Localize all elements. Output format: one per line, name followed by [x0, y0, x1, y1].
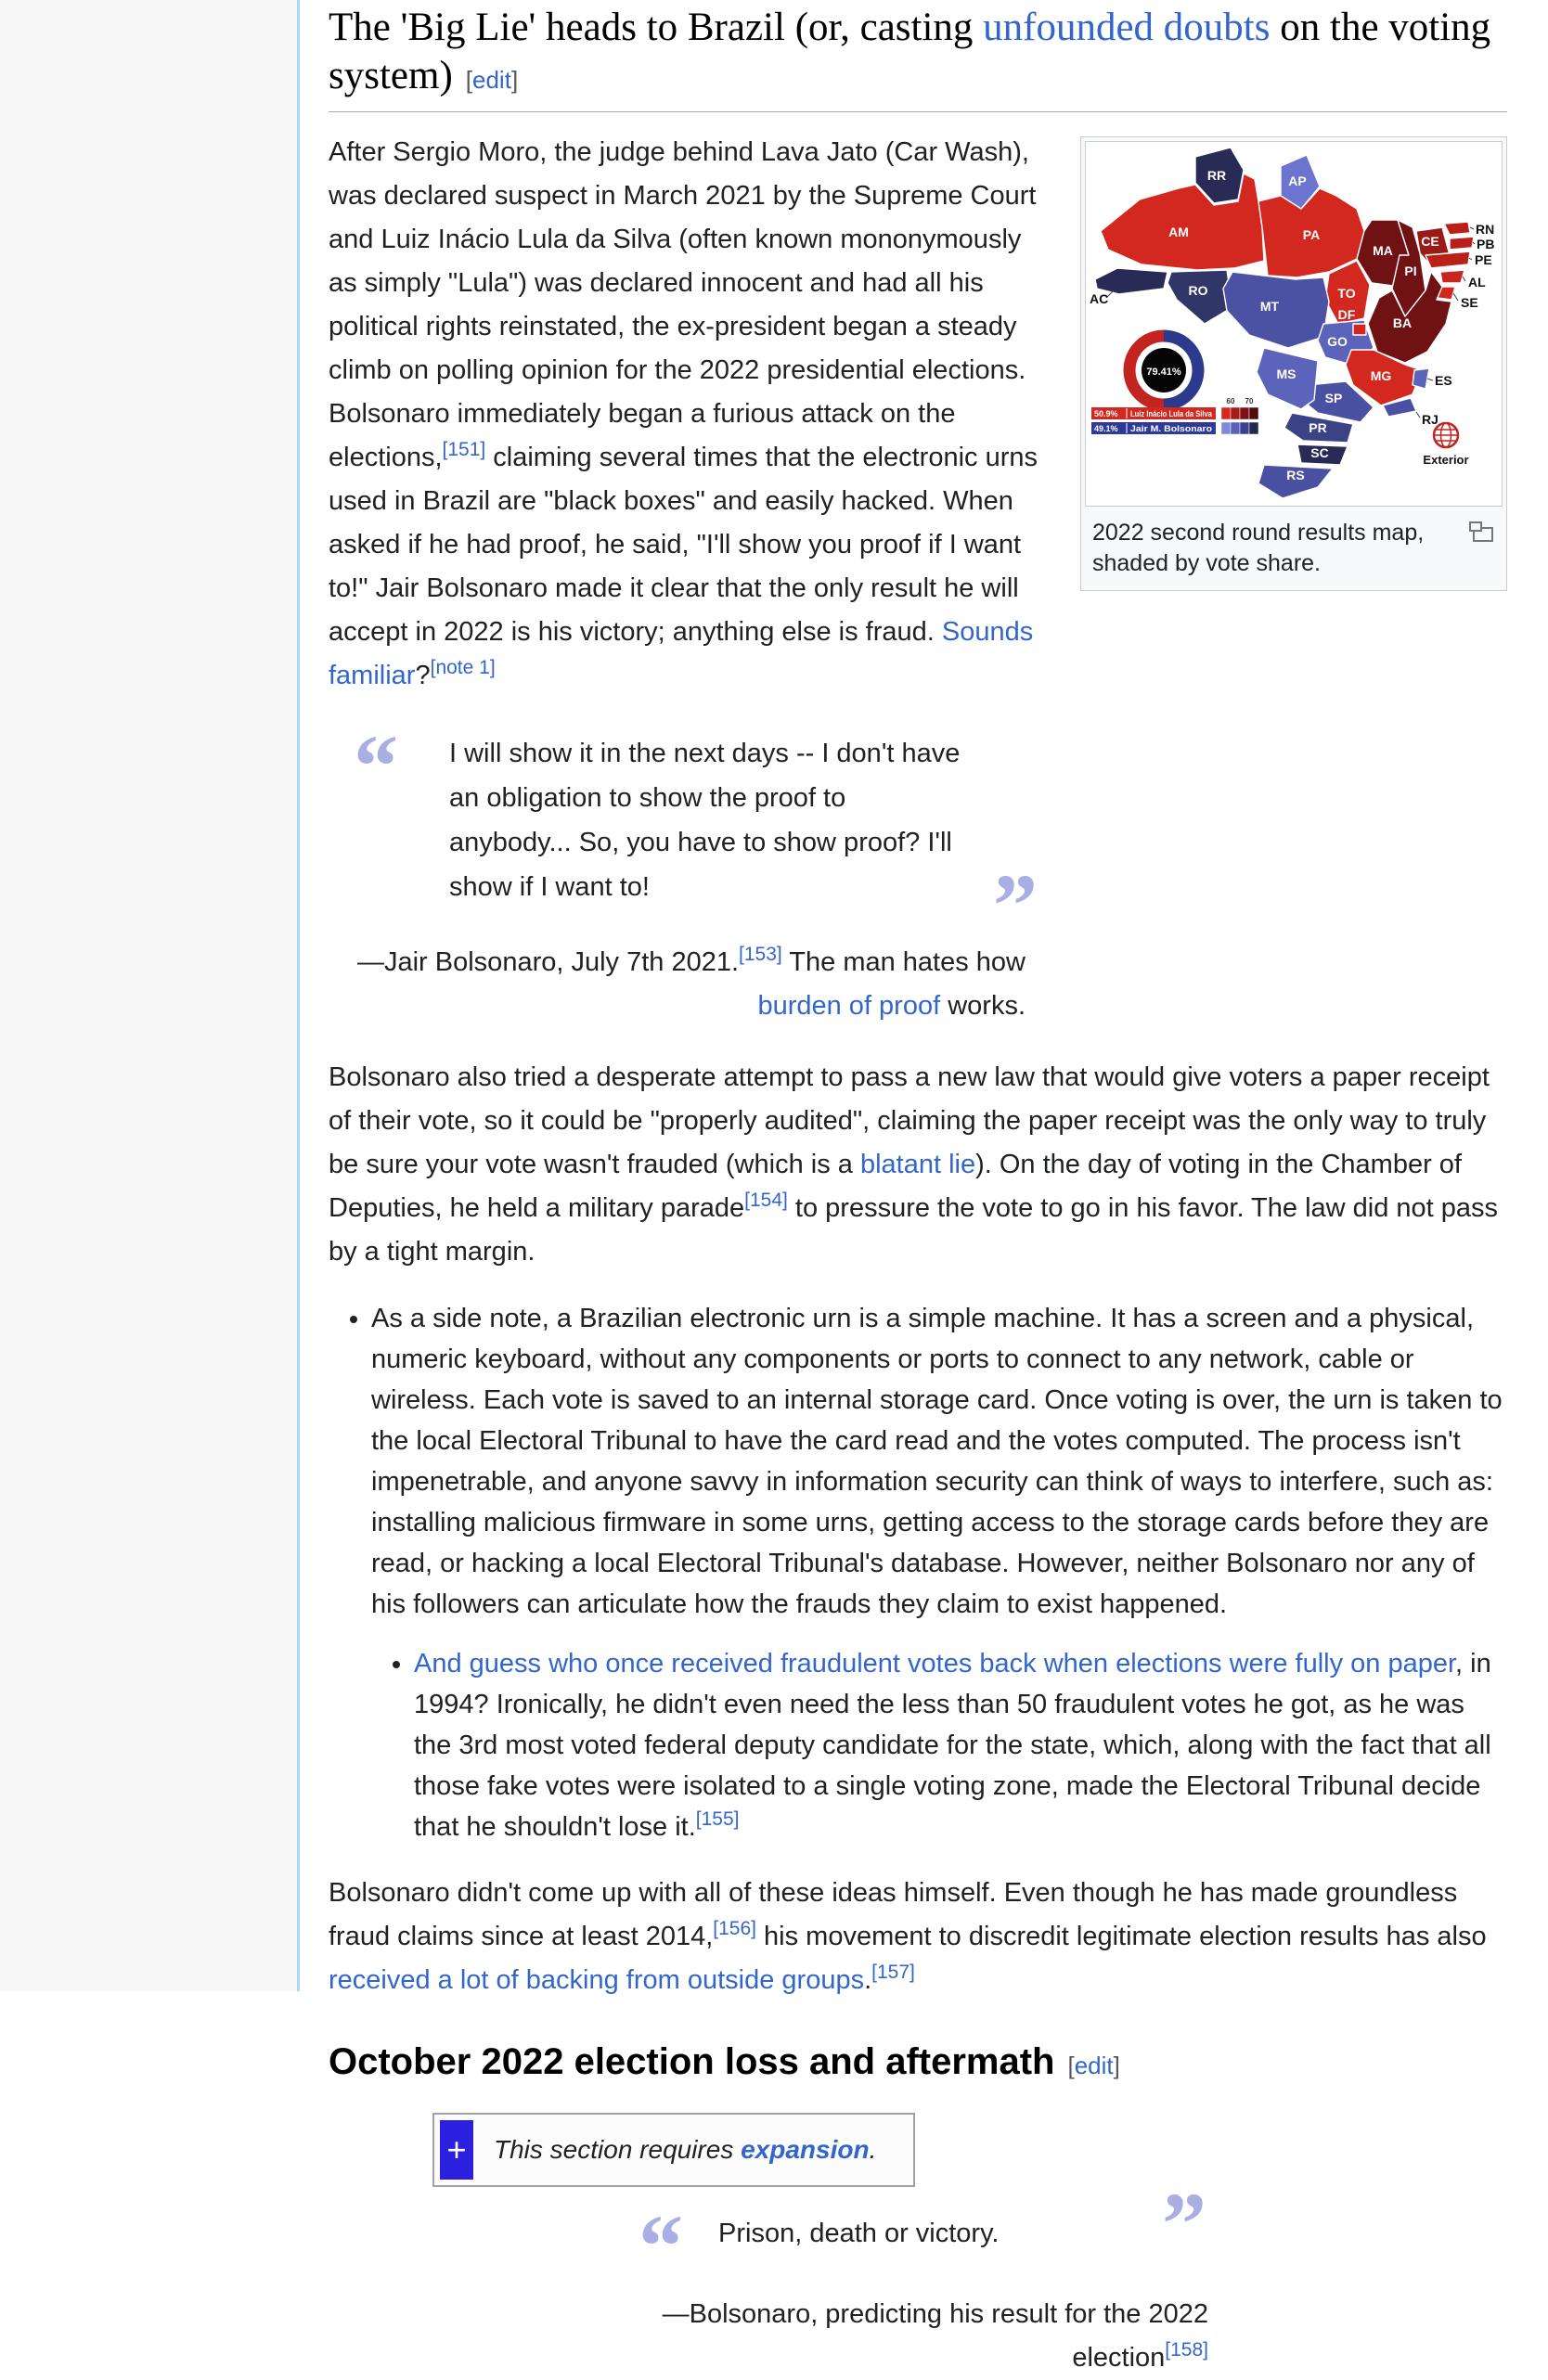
state-label-AL: AL — [1468, 275, 1486, 289]
inline-link[interactable]: blatant lie — [859, 1150, 976, 1179]
quote-text-content: I will show it in the next days -- I don't have an obligation to show the proof to anybody... So, you have to show proof? I'll show if I want to! — [449, 739, 961, 902]
reference-link[interactable]: [note 1] — [430, 657, 496, 678]
reference-marker — [744, 1190, 788, 1211]
state-AC — [1095, 268, 1167, 294]
close-quote-icon: ” — [1162, 2174, 1206, 2273]
reference-marker — [431, 657, 496, 678]
state-label-AC: AC — [1090, 291, 1109, 306]
state-label-BA: BA — [1392, 315, 1413, 330]
inline-link[interactable]: burden of proof — [757, 991, 941, 1021]
heading-text-post: on the voting system) — [329, 6, 1491, 97]
map-thumbnail — [1080, 136, 1507, 591]
turnout-donut — [1129, 336, 1198, 405]
paragraph-intro: After Sergio Moro, the judge behind Lava Jato (Car Wash), was declared suspect in March 2021 by the Supreme Court and Luiz Inácio Lula da Silva (often known mononymously as simply "Lula") was declared innocent and had all his political rights reinstated, the ex-president began a steady climb on polling opinion for the 2022 presidential elections. Bolsonaro immediately began a furious attack on the elections,[151] claiming several times that the electronic urns used in Brazil are "black boxes" and easily hacked. When asked if he had proof, he said, "I'll show you proof if I want to!" Jair Bolsonaro made it clear that the only result he will accept in 2022 is his victory; anything else is fraud. Sounds familiar?[note 1] — [329, 137, 1038, 690]
state-label-MS: MS — [1276, 367, 1296, 381]
state-label-PA: PA — [1302, 227, 1321, 242]
candidate-pct: 50.9% — [1094, 409, 1118, 418]
inline-link[interactable]: Sounds familiar — [329, 617, 1034, 690]
paragraph-paper-receipt: Bolsonaro also tried a desperate attempt to pass a new law that would give voters a paper receipt of their vote, so it could be "properly audited", claiming the paper receipt was the only way to truly be sure your vote wasn't frauded (which is a blatant lie). On the day of voting in the Chamber of Deputies, he held a military parade[154] to pressure the vote to go in his favor. The law did not pass by a tight margin. — [329, 1062, 1499, 1267]
state-label-CE: CE — [1421, 234, 1439, 249]
brazil-results-map-svg — [1086, 142, 1494, 506]
reference-link[interactable]: [158] — [1165, 2339, 1208, 2361]
subsection-title: October 2022 election loss and aftermath — [329, 2041, 1055, 2082]
open-quote-icon: “ — [354, 716, 398, 816]
bullet-list — [329, 1298, 1507, 1847]
edit-link[interactable]: edit — [472, 66, 511, 94]
state-label-PE: PE — [1475, 252, 1492, 267]
state-label-GO: GO — [1327, 334, 1348, 349]
nested-bullet-list — [371, 1643, 1507, 1847]
heading-inline-link[interactable]: unfounded doubts — [983, 6, 1271, 49]
thumbnail-inner — [1085, 141, 1503, 586]
exterior-label: Exterior — [1423, 453, 1469, 467]
reference-link[interactable]: [155] — [695, 1808, 740, 1830]
state-PE — [1425, 251, 1470, 268]
caption-text: 2022 second round results map, shaded by vote share. — [1092, 520, 1425, 576]
expansion-text-pre: This section requires — [494, 2135, 742, 2164]
state-label-SC: SC — [1310, 445, 1329, 460]
reference-marker — [871, 1962, 915, 1983]
quote-text-content: Prison, death or victory. — [718, 2219, 1000, 2248]
edit-section: [edit] — [465, 66, 519, 94]
reference-link[interactable]: [154] — [744, 1190, 788, 1211]
state-label-MG: MG — [1370, 368, 1392, 383]
state-label-SP: SP — [1324, 391, 1343, 405]
reference-marker — [1165, 2339, 1208, 2361]
list-item — [371, 1298, 1507, 1847]
subsection-heading — [329, 2041, 1507, 2083]
thumbnail-caption — [1085, 507, 1503, 586]
quote-block-proof — [354, 716, 1038, 1028]
section-heading — [329, 2, 1507, 112]
reference-link[interactable]: [151] — [442, 439, 486, 460]
edit-section: [edit] — [1067, 2052, 1120, 2079]
state-label-RN: RN — [1476, 222, 1494, 237]
expansion-text — [494, 2133, 876, 2167]
enlarge-icon[interactable] — [1469, 521, 1493, 542]
list-item-text: As a side note, a Brazilian electronic urn is a simple machine. It has a screen and a physical, numeric keyboard, without any components or ports to connect to any network, cable or wireless. Each vote is saved to an internal storage card. Once voting is over, the urn is taken to the local Electoral Tribunal to have the card read and the votes computed. The process isn't impenetrable, and anyone savvy in information security can think of ways to interfere, such as: installing malicious firmware in some urns, getting access to the storage cards before they are read, or hacking a local Electoral Tribunal's database. However, neither Bolsonaro nor any of his followers can articulate how the frauds they claim to exist happened. — [371, 1304, 1503, 1619]
inline-link[interactable]: received a lot of backing from outside groups — [329, 1965, 865, 1995]
open-quote-icon: “ — [639, 2196, 683, 2296]
state-label-DF: DF — [1337, 307, 1356, 322]
legend-tick: 70 — [1245, 397, 1254, 405]
reference-marker — [713, 1918, 756, 1939]
state-label-TO: TO — [1337, 286, 1356, 301]
reference-link[interactable]: [153] — [739, 944, 782, 965]
state-label-MT: MT — [1259, 299, 1280, 314]
state-label-AM: AM — [1168, 225, 1189, 239]
legend-row — [1091, 407, 1258, 419]
state-PB — [1450, 237, 1474, 250]
state-label-ES: ES — [1435, 373, 1452, 388]
left-sidebar — [0, 0, 300, 1991]
state-AL — [1440, 270, 1464, 283]
list-item: • And guess who once received fraudulent votes back when elections were fully on paper, in 1994? Ironically, he didn't even need the less than 50 fraudulent votes he got, as he was the 3rd most voted federal deputy candidate for the state, which, along with the fact that all those fake votes were isolated to a single voting zone, made the Electoral Tribunal decide that he shouldn't lose it.[155] — [414, 1643, 1507, 1847]
quote-attribution: —Jair Bolsonaro, July 7th 2021.[153] The man hates how burden of proof works. — [356, 944, 1026, 1021]
reference-marker — [443, 439, 486, 460]
expansion-text-post: . — [869, 2135, 877, 2164]
inline-link[interactable]: And guess who once received fraudulent votes back when elections were fully on paper — [414, 1649, 1456, 1679]
brazil-results-map-image[interactable] — [1085, 141, 1503, 507]
candidate-name: Jair M. Bolsonaro — [1130, 424, 1213, 433]
legend-row — [1091, 422, 1258, 434]
expansion-link[interactable]: expansion — [741, 2135, 870, 2164]
quote-attribution: —Bolsonaro, predicting his result for the 2022 election[158] — [662, 2299, 1208, 2373]
state-label-SE: SE — [1461, 295, 1478, 310]
legend-tick: 60 — [1226, 397, 1235, 405]
expand-plus-icon: + — [440, 2120, 473, 2180]
state-label-RS: RS — [1286, 468, 1305, 482]
reference-marker — [739, 944, 782, 965]
candidate-pct: 49.1% — [1094, 424, 1118, 433]
close-quote-icon: ” — [993, 856, 1038, 955]
candidate-name: Luiz Inácio Lula da Silva — [1130, 409, 1213, 418]
state-label-PR: PR — [1309, 420, 1327, 435]
state-RN — [1444, 222, 1470, 235]
state-label-RJ: RJ — [1422, 412, 1438, 427]
quote-text — [718, 2174, 1206, 2273]
reference-link[interactable]: [157] — [871, 1962, 915, 1983]
reference-link[interactable]: [156] — [713, 1918, 756, 1939]
state-label-PI: PI — [1404, 264, 1417, 278]
turnout-value: 79.41% — [1146, 367, 1181, 378]
heading-text-pre: The 'Big Lie' heads to Brazil (or, casting — [329, 6, 984, 49]
state-label-RR: RR — [1206, 168, 1227, 183]
state-label-RO: RO — [1188, 283, 1208, 298]
state-ES — [1413, 368, 1429, 389]
exterior-globe-icon — [1434, 423, 1458, 447]
state-label-MA: MA — [1373, 243, 1393, 258]
quote-block-prison — [639, 2174, 1208, 2380]
expansion-notice — [432, 2113, 915, 2187]
state-label-PB: PB — [1477, 237, 1494, 251]
reference-marker — [696, 1808, 740, 1830]
edit-link[interactable]: edit — [1074, 2052, 1114, 2079]
state-label-AP: AP — [1288, 174, 1307, 188]
state-DF — [1353, 324, 1366, 335]
article-content — [300, 0, 1548, 2380]
paragraph-outside-groups: Bolsonaro didn't come up with all of these ideas himself. Even though he has made groundless fraud claims since at least 2014,[156] his movement to discredit legitimate election results has also received a lot of backing from outside groups.[157] — [329, 1878, 1487, 1995]
